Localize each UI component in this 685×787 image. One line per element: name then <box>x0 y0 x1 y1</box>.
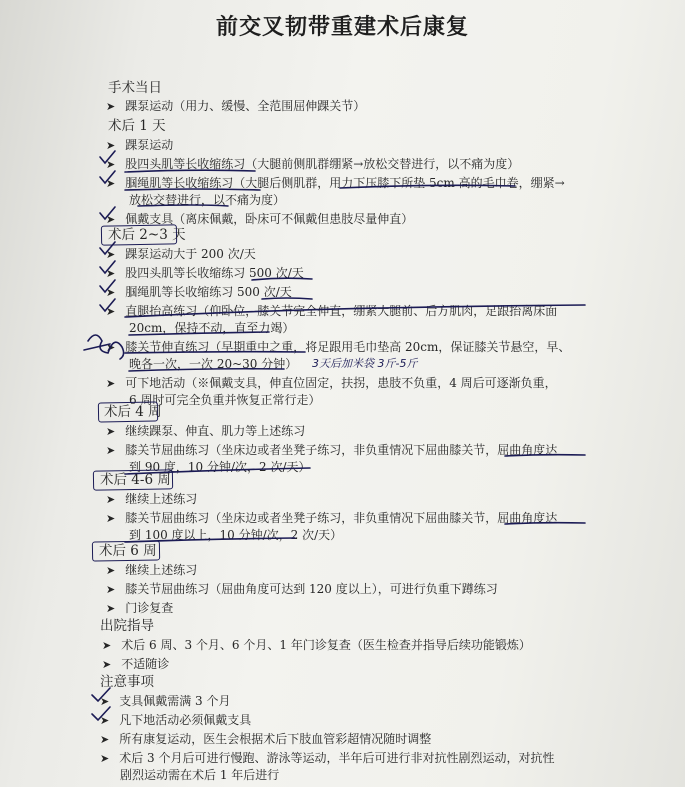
list-item: ➤ 直腿抬高练习（仰卧位，膝关节完全伸直，绷紧大腿前、后方肌肉，足跟抬离床面 <box>106 304 558 318</box>
list-item-continuation: 6 周时可完全负重并恢复正常行走） <box>129 393 321 407</box>
list-item-continuation: 晚各一次，一次 20~30 分钟） <box>129 357 298 371</box>
bullet-arrow-icon: ➤ <box>100 733 110 746</box>
list-item-continuation: 20cm，保持不动，直至力竭） <box>129 321 295 335</box>
list-item: ➤ 膝关节屈曲练习（屈曲角度可达到 120 度以上），可进行负重下蹲练习 <box>106 582 498 596</box>
bullet-arrow-icon: ➤ <box>106 177 116 190</box>
list-item-continuation: 放松交替进行，以不痛为度） <box>129 193 286 207</box>
section-heading-day1: 术后 1 天 <box>108 118 166 134</box>
bullet-arrow-icon: ➤ <box>102 639 112 652</box>
section-heading-week4-6: 术后 4-6 周 <box>100 472 171 488</box>
section-heading-day2-3: 术后 2~3 天 <box>108 227 186 243</box>
bullet-arrow-icon: ➤ <box>106 512 116 525</box>
section-heading-week4: 术后 4 周 <box>104 404 162 420</box>
list-item: ➤ 所有康复运动，医生会根据术后下肢血管彩超情况随时调整 <box>100 732 432 746</box>
bullet-arrow-icon: ➤ <box>106 602 116 615</box>
bullet-arrow-icon: ➤ <box>100 714 110 727</box>
bullet-arrow-icon: ➤ <box>106 305 116 318</box>
list-item: ➤ 佩戴支具（离床佩戴，卧床可不佩戴但患肢尽量伸直） <box>106 212 414 226</box>
list-item: ➤ 踝泵运动大于 200 次/天 <box>106 247 256 261</box>
list-item: ➤ 膝关节伸直练习（早期重中之重，将足跟用毛巾垫高 20cm，保证膝关节悬空，早、 <box>106 340 571 354</box>
bullet-arrow-icon: ➤ <box>106 139 116 152</box>
list-item: ➤ 门诊复查 <box>106 601 174 615</box>
bullet-arrow-icon: ➤ <box>106 564 116 577</box>
bullet-arrow-icon: ➤ <box>100 752 110 765</box>
bullet-arrow-icon: ➤ <box>106 425 116 438</box>
list-item: ➤ 术后 3 个月后可进行慢跑、游泳等运动，半年后可进行非对抗性剧烈运动，对抗性 <box>100 751 555 765</box>
handwritten-note: 3天后加米袋 3斤-5斤 <box>312 357 418 370</box>
list-item: ➤ 可下地活动（※佩戴支具，伸直位固定，扶拐，患肢不负重，4 周后可逐渐负重， <box>106 376 557 390</box>
list-item-continuation: 剧烈运动需在术后 1 年后进行 <box>120 768 280 782</box>
section-heading-notes: 注意事项 <box>100 674 154 690</box>
list-item: ➤ 膝关节屈曲练习（坐床边或者坐凳子练习，非负重情况下屈曲膝关节，屈曲角度达 <box>106 511 558 525</box>
list-item: ➤ 不适随诊 <box>102 657 170 671</box>
list-item: ➤ 凡下地活动必须佩戴支具 <box>100 713 252 727</box>
bullet-arrow-icon: ➤ <box>106 267 116 280</box>
bullet-arrow-icon: ➤ <box>106 100 116 113</box>
list-item: ➤ 踝泵运动（用力、缓慢、全范围屈伸踝关节） <box>106 99 366 113</box>
list-item: ➤ 股四头肌等长收缩练习 500 次/天 <box>106 266 304 280</box>
bullet-arrow-icon: ➤ <box>106 341 116 354</box>
bullet-arrow-icon: ➤ <box>106 158 116 171</box>
list-item: ➤ 股四头肌等长收缩练习（大腿前侧肌群绷紧→放松交替进行，以不痛为度） <box>106 157 520 171</box>
list-item: ➤ 腘绳肌等长收缩练习（大腿后侧肌群，用力下压膝下所垫 5cm 高的毛巾卷，绷紧→ <box>106 176 565 190</box>
list-item-continuation: 到 100 度以上，10 分钟/次，2 次/天） <box>129 528 343 542</box>
list-item: ➤ 术后 6 周、3 个月、6 个月、1 年门诊复查（医生检查并指导后续功能锻炼） <box>102 638 531 652</box>
bullet-arrow-icon: ➤ <box>106 213 116 226</box>
list-item: ➤ 踝泵运动 <box>106 138 174 152</box>
bullet-arrow-icon: ➤ <box>106 444 116 457</box>
document-title: 前交叉韧带重建术后康复 <box>215 14 469 40</box>
list-item: ➤ 继续上述练习 <box>106 492 198 506</box>
list-item: ➤ 支具佩戴需满 3 个月 <box>100 694 231 708</box>
bullet-arrow-icon: ➤ <box>100 695 110 708</box>
list-item: ➤ 膝关节屈曲练习（坐床边或者坐凳子练习，非负重情况下屈曲膝关节，屈曲角度达 <box>106 443 558 457</box>
bullet-arrow-icon: ➤ <box>102 658 112 671</box>
bullet-arrow-icon: ➤ <box>106 377 116 390</box>
bullet-arrow-icon: ➤ <box>106 248 116 261</box>
list-item: ➤ 继续踝泵、伸直、肌力等上述练习 <box>106 424 306 438</box>
list-item: ➤ 继续上述练习 <box>106 563 198 577</box>
bullet-arrow-icon: ➤ <box>106 493 116 506</box>
bullet-arrow-icon: ➤ <box>106 286 116 299</box>
list-item: ➤ 腘绳肌等长收缩练习 500 次/天 <box>106 285 292 299</box>
list-item-continuation: 到 90 度，10 分钟/次，2 次/天） <box>129 460 311 474</box>
section-heading-day0: 手术当日 <box>108 80 162 96</box>
bullet-arrow-icon: ➤ <box>106 583 116 596</box>
section-heading-week6: 术后 6 周 <box>99 543 157 559</box>
section-heading-discharge: 出院指导 <box>100 618 154 634</box>
